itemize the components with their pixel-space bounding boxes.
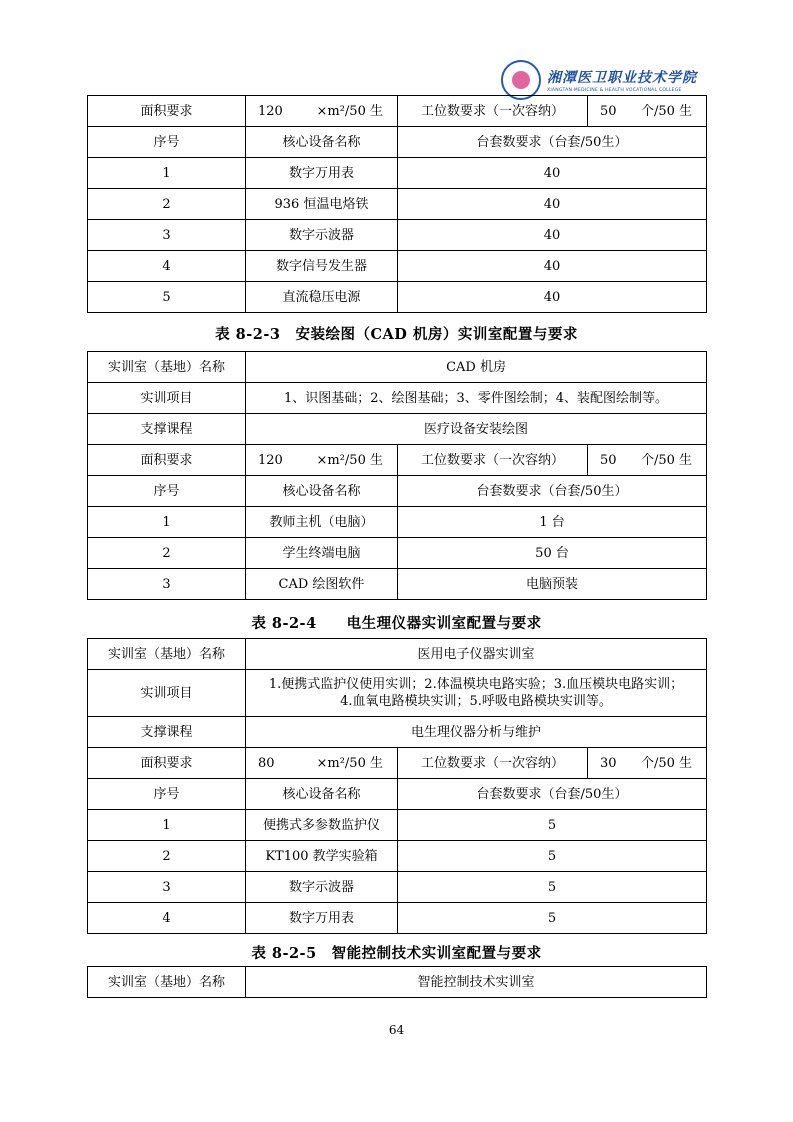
station-value-cell xyxy=(588,96,707,127)
row-equipment: 数字万用表 xyxy=(246,903,398,934)
col-no: 序号 xyxy=(88,476,246,507)
table-row xyxy=(88,569,707,600)
table-row xyxy=(88,872,707,903)
row-equipment: KT100 教学实验箱 xyxy=(246,841,398,872)
college-name-en: XIANGTAN MEDICINE & HEALTH VOCATIONAL COLLEGE xyxy=(547,88,682,93)
table-row xyxy=(88,967,707,998)
col-qty: 台套数要求（台套/50生） xyxy=(398,779,707,810)
table-row xyxy=(88,841,707,872)
course-value: 电生理仪器分析与维护 xyxy=(246,717,707,748)
row-equipment: 便携式多参数监护仪 xyxy=(246,810,398,841)
table-row xyxy=(88,414,707,445)
row-no: 2 xyxy=(88,841,246,872)
area-unit: ×m²/50 生 xyxy=(316,755,383,771)
col-no: 序号 xyxy=(88,779,246,810)
row-qty: 40 xyxy=(398,189,707,220)
area-value: 120 xyxy=(258,103,283,119)
project-label: 实训项目 xyxy=(88,383,246,414)
project-value: 1、识图基础；2、绘图基础；3、零件图绘制；4、装配图绘制等。 xyxy=(246,383,707,414)
table-row xyxy=(88,96,707,127)
row-qty: 40 xyxy=(398,220,707,251)
station-unit: 个/50 生 xyxy=(640,755,693,771)
col-no: 序号 xyxy=(88,127,246,158)
row-no: 4 xyxy=(88,903,246,934)
college-logo-text xyxy=(547,67,697,93)
col-equipment: 核心设备名称 xyxy=(246,476,398,507)
college-name: 湘潭医卫职业技术学院 xyxy=(547,70,697,86)
row-equipment: 936 恒温电烙铁 xyxy=(246,189,398,220)
project-value-line2: 4.血氧电路模块实训；5.呼吸电路模块实训等。 xyxy=(340,694,612,709)
area-label: 面积要求 xyxy=(88,445,246,476)
row-qty: 40 xyxy=(398,251,707,282)
table-caption: 表 8-2-3 安装绘图（CAD 机房）实训室配置与要求 xyxy=(215,326,578,343)
table-row xyxy=(88,538,707,569)
row-qty: 40 xyxy=(398,282,707,313)
table-row xyxy=(88,282,707,313)
table-row xyxy=(88,352,707,383)
row-equipment: 教师主机（电脑） xyxy=(246,507,398,538)
col-qty: 台套数要求（台套/50生） xyxy=(398,476,707,507)
table-caption: 表 8-2-4 电生理仪器实训室配置与要求 xyxy=(251,615,542,632)
row-no: 2 xyxy=(88,189,246,220)
col-equipment: 核心设备名称 xyxy=(246,127,398,158)
project-value xyxy=(246,670,707,717)
area-value-cell xyxy=(246,445,398,476)
row-qty: 5 xyxy=(398,810,707,841)
station-unit: 个/50 生 xyxy=(640,103,692,119)
station-label: 工位数要求（一次容纳） xyxy=(398,445,588,476)
col-equipment: 核心设备名称 xyxy=(246,779,398,810)
project-label: 实训项目 xyxy=(88,670,246,717)
table-header-row xyxy=(88,476,707,507)
row-qty: 50 台 xyxy=(398,538,707,569)
row-equipment: CAD 绘图软件 xyxy=(246,569,398,600)
row-qty: 5 xyxy=(398,903,707,934)
station-value: 50 xyxy=(600,103,617,119)
station-label: 工位数要求（一次容纳） xyxy=(398,748,588,779)
room-label: 实训室（基地）名称 xyxy=(88,352,246,383)
station-value-cell xyxy=(588,748,707,779)
table-row xyxy=(88,810,707,841)
area-label: 面积要求 xyxy=(88,96,246,127)
row-qty: 电脑预装 xyxy=(398,569,707,600)
table-row xyxy=(88,445,707,476)
area-unit: ×m²/50 生 xyxy=(316,103,383,119)
project-value-line1: 1.便携式监护仪使用实训；2.体温模块电路实验；3.血压模块电路实训； xyxy=(268,677,684,692)
table-continued xyxy=(87,95,707,313)
room-value: 医用电子仪器实训室 xyxy=(246,639,707,670)
col-qty: 台套数要求（台套/50生） xyxy=(398,127,707,158)
page-header xyxy=(501,60,697,100)
table-row xyxy=(88,220,707,251)
table-row xyxy=(88,639,707,670)
page-number: 64 xyxy=(388,1023,405,1037)
row-equipment: 数字信号发生器 xyxy=(246,251,398,282)
row-no: 3 xyxy=(88,220,246,251)
station-value-cell xyxy=(588,445,707,476)
intelligent-control-lab-table xyxy=(87,966,707,998)
station-label: 工位数要求（一次容纳） xyxy=(398,96,588,127)
table-row xyxy=(88,507,707,538)
area-value: 120 xyxy=(258,452,283,468)
table-row xyxy=(88,717,707,748)
table-row xyxy=(88,748,707,779)
cad-lab-table xyxy=(87,351,707,600)
area-label: 面积要求 xyxy=(88,748,246,779)
row-qty: 40 xyxy=(398,158,707,189)
area-value: 80 xyxy=(258,755,275,771)
course-value: 医疗设备安装绘图 xyxy=(246,414,707,445)
row-no: 2 xyxy=(88,538,246,569)
row-equipment: 数字示波器 xyxy=(246,872,398,903)
station-value: 30 xyxy=(600,755,617,771)
row-qty: 5 xyxy=(398,872,707,903)
row-no: 1 xyxy=(88,158,246,189)
room-label: 实训室（基地）名称 xyxy=(88,639,246,670)
table-caption: 表 8-2-5 智能控制技术实训室配置与要求 xyxy=(251,945,542,962)
area-unit: ×m²/50 生 xyxy=(316,452,383,468)
row-no: 3 xyxy=(88,872,246,903)
station-unit: 个/50 生 xyxy=(640,452,693,468)
table-row xyxy=(88,158,707,189)
row-equipment: 学生终端电脑 xyxy=(246,538,398,569)
row-qty: 5 xyxy=(398,841,707,872)
row-equipment: 直流稳压电源 xyxy=(246,282,398,313)
area-value-cell xyxy=(246,748,398,779)
row-no: 5 xyxy=(88,282,246,313)
row-qty: 1 台 xyxy=(398,507,707,538)
electrophysiology-lab-table xyxy=(87,638,707,934)
course-label: 支撑课程 xyxy=(88,717,246,748)
row-no: 1 xyxy=(88,507,246,538)
row-no: 1 xyxy=(88,810,246,841)
table-row xyxy=(88,251,707,282)
row-equipment: 数字示波器 xyxy=(246,220,398,251)
room-label: 实训室（基地）名称 xyxy=(88,967,246,998)
area-value-cell xyxy=(246,96,398,127)
college-seal-logo xyxy=(501,60,541,100)
table-header-row xyxy=(88,127,707,158)
table-row xyxy=(88,383,707,414)
station-value: 50 xyxy=(600,452,617,468)
table-header-row xyxy=(88,779,707,810)
row-no: 4 xyxy=(88,251,246,282)
row-no: 3 xyxy=(88,569,246,600)
room-value: 智能控制技术实训室 xyxy=(246,967,707,998)
table-row xyxy=(88,189,707,220)
row-equipment: 数字万用表 xyxy=(246,158,398,189)
room-value: CAD 机房 xyxy=(246,352,707,383)
table-row xyxy=(88,670,707,717)
table-row xyxy=(88,903,707,934)
course-label: 支撑课程 xyxy=(88,414,246,445)
